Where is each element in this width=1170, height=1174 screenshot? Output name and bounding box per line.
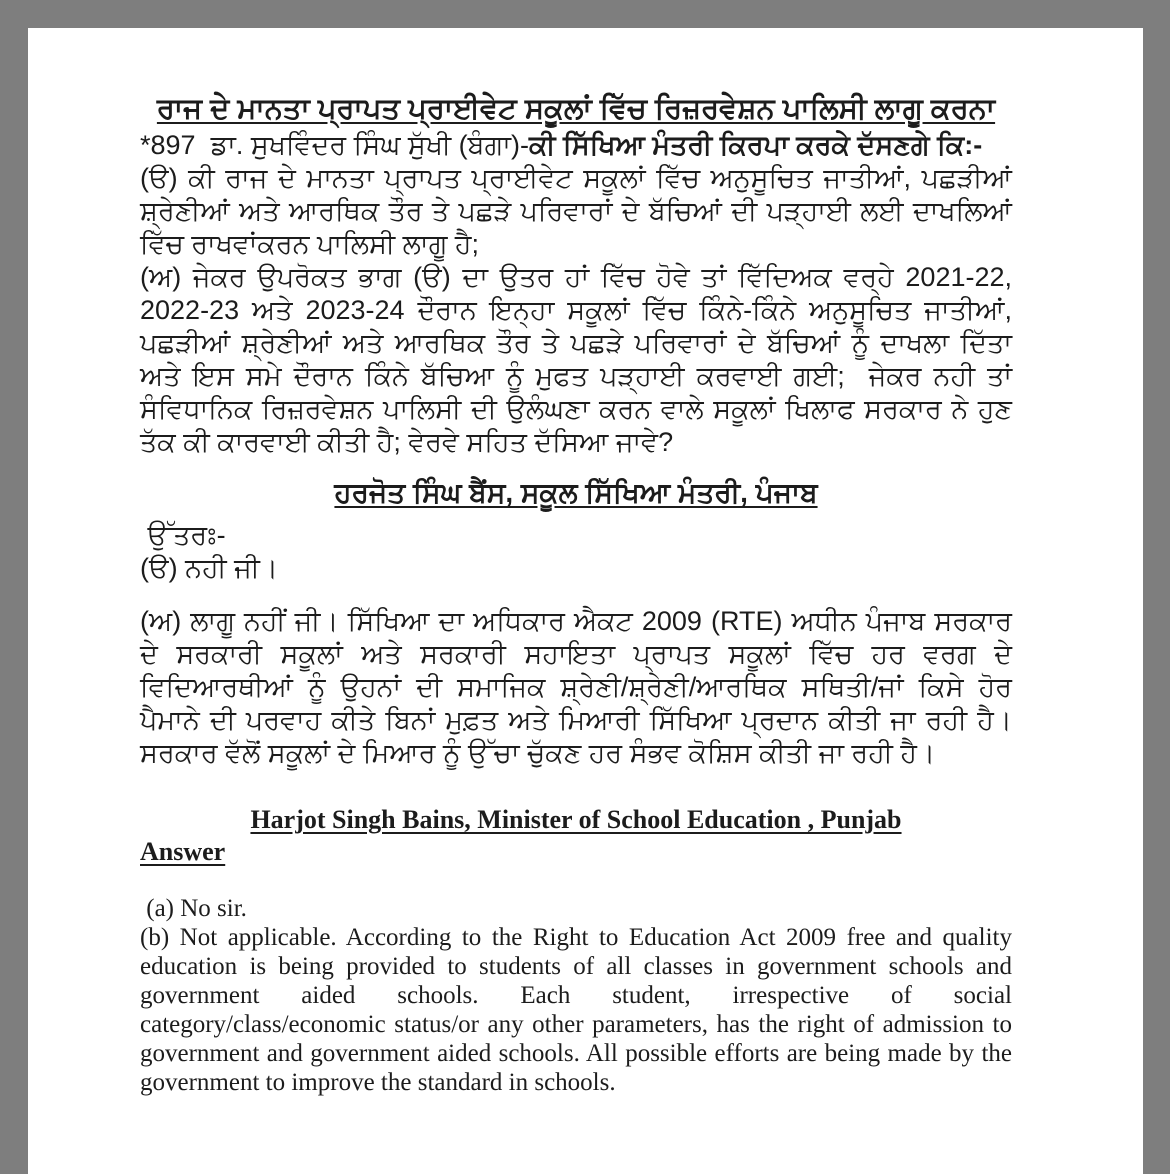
- question-asker: ਡਾ. ਸੁਖਵਿੰਦਰ ਸਿੰਘ ਸੁੱਖੀ (ਬੰਗਾ)-: [195, 130, 529, 160]
- question-title: [140, 90, 1012, 128]
- minister-heading-english: [140, 804, 1012, 836]
- document-content: [28, 28, 1143, 1097]
- answer-label-english: [140, 836, 1012, 868]
- question-part-b: (ਅ) ਜੇਕਰ ਉਪਰੋਕਤ ਭਾਗ (ੳ) ਦਾ ਉਤਰ ਹਾਂ ਵਿੱਚ ਹੋਵੇ ਤਾਂ ਵਿੱਦਿਅਕ ਵਰ੍ਹੇ 2021-22, 2022-23 ਅਤੇ 2023-24 ਦੌਰਾਨ ਇਨ੍ਹਾ ਸਕੂਲਾਂ ਵਿੱਚ ਕਿੰਨੇ-ਕਿੰਨੇ ਅਨੁਸੂਚਿਤ ਜਾਤੀਆਂ, ਪਛੜੀਆਂ ਸ਼੍ਰੇਣੀਆਂ ਅਤੇ ਆਰਥਿਕ ਤੌਰ ਤੇ ਪਛੜੇ ਪਰਿਵਾਰਾਂ ਦੇ ਬੱਚਿਆਂ ਨੂੰ ਦਾਖਲਾ ਦਿੱਤਾ ਅਤੇ ਇਸ ਸਮੇ ਦੌਰਾਨ ਕਿੰਨੇ ਬੱਚਿਆ ਨੂੰ ਮੁਫਤ ਪੜ੍ਹਾਈ ਕਰਵਾਈ ਗਈ; ਜੇਕਰ ਨਹੀ ਤਾਂ ਸੰਵਿਧਾਨਿਕ ਰਿਜ਼ਰਵੇਸ਼ਨ ਪਾਲਿਸੀ ਦੀ ਉਲੰਘਣਾ ਕਰਨ ਵਾਲੇ ਸਕੂਲਾਂ ਖਿਲਾਫ ਸਰਕਾਰ ਨੇ ਹੁਣ ਤੱਕ ਕੀ ਕਾਰਵਾਈ ਕੀਤੀ ਹੈ; ਵੇਰਵੇ ਸਹਿਤ ਦੱਸਿਆ ਜਾਵੇ?: [140, 262, 1020, 457]
- question-number: *897: [140, 130, 196, 160]
- answer-part-a-punjabi: (ੳ) ਨਹੀ ਜੀ।: [140, 553, 279, 583]
- answer-part-b-punjabi: (ਅ) ਲਾਗੂ ਨਹੀਂ ਜੀ। ਸਿੱਖਿਆ ਦਾ ਅਧਿਕਾਰ ਐਕਟ 2009 (RTE) ਅਧੀਨ ਪੰਜਾਬ ਸਰਕਾਰ ਦੇ ਸਰਕਾਰੀ ਸਕੂਲਾਂ ਅਤੇ ਸਰਕਾਰੀ ਸਹਾਇਤਾ ਪ੍ਰਾਪਤ ਸਕੂਲਾਂ ਵਿੱਚ ਹਰ ਵਰਗ ਦੇ ਵਿਦਿਆਰਥੀਆਂ ਨੂੰ ਉਹਨਾਂ ਦੀ ਸਮਾਜਿਕ ਸ਼੍ਰੇਣੀ/ਸ਼੍ਰੇਣੀ/ਆਰਥਿਕ ਸਥਿਤੀ/ਜਾਂ ਕਿਸੇ ਹੋਰ ਪੈਮਾਨੇ ਦੀ ਪਰਵਾਹ ਕੀਤੇ ਬਿਨਾਂ ਮੁਫ਼ਤ ਅਤੇ ਮਿਆਰੀ ਸਿੱਖਿਆ ਪ੍ਰਦਾਨ ਕੀਤੀ ਜਾ ਰਹੀ ਹੈ। ਸਰਕਾਰ ਵੱਲੋਂ ਸਕੂਲਾਂ ਦੇ ਮਿਆਰ ਨੂੰ ਉੱਚਾ ਚੁੱਕਣ ਹਰ ਸੰਭਵ ਕੋਸ਼ਿਸ ਕੀਤੀ ਜਾ ਰਹੀ ਹੈ।: [140, 606, 1020, 768]
- answer-part-b-english: (b) Not applicable. According to the Right to Education Act 2009 free and quality education is being provided to students of all classes in government schools and government aided schools. Each student, irrespective of social category/class/economic status/or any other parameters, has the right of admission to government and government aided schools. All possible efforts are being made by the government to improve the standard in schools.: [140, 924, 1019, 1096]
- document-page: [28, 28, 1143, 1174]
- answer-label-punjabi: ਉੱਤਰਃ-: [140, 520, 226, 550]
- minister-heading-english-text: Harjot Singh Bains, Minister of School Education , Punjab: [250, 805, 902, 834]
- question-part-a: (ੳ) ਕੀ ਰਾਜ ਦੇ ਮਾਨਤਾ ਪ੍ਰਾਪਤ ਪ੍ਰਾਈਵੇਟ ਸਕੂਲਾਂ ਵਿੱਚ ਅਨੁਸੂਚਿਤ ਜਾਤੀਆਂ, ਪਛੜੀਆਂ ਸ਼੍ਰੇਣੀਆਂ ਅਤੇ ਆਰਥਿਕ ਤੌਰ ਤੇ ਪਛੜੇ ਪਰਿਵਾਰਾਂ ਦੇ ਬੱਚਿਆਂ ਦੀ ਪੜ੍ਹਾਈ ਲਈ ਦਾਖਲਿਆਂ ਵਿੱਚ ਰਾਖਵਾਂਕਰਨ ਪਾਲਿਸੀ ਲਾਗੂ ਹੈ;: [140, 163, 1020, 259]
- question-intro-line: [140, 128, 1012, 162]
- question-title-text: ਰਾਜ ਦੇ ਮਾਨਤਾ ਪ੍ਰਾਪਤ ਪ੍ਰਾਈਵੇਟ ਸਕੂਲਾਂ ਵਿੱਚ ਰਿਜ਼ਰਵੇਸ਼ਨ ਪਾਲਿਸੀ ਲਾਗੂ ਕਰਨਾ: [156, 93, 996, 125]
- minister-heading-punjabi: [140, 473, 1012, 513]
- minister-heading-punjabi-text: ਹਰਜੋਤ ਸਿੰਘ ਬੈਂਸ, ਸਕੂਲ ਸਿੱਖਿਆ ਮੰਤਰੀ, ਪੰਜਾਬ: [334, 477, 818, 508]
- answer-part-a-english: (a) No sir.: [140, 895, 247, 922]
- answer-label-english-text: Answer: [140, 837, 226, 866]
- question-request: ਕੀ ਸਿੱਖਿਆ ਮੰਤਰੀ ਕਿਰਪਾ ਕਰਕੇ ਦੱਸਣਗੇ ਕਿ:-: [528, 130, 983, 160]
